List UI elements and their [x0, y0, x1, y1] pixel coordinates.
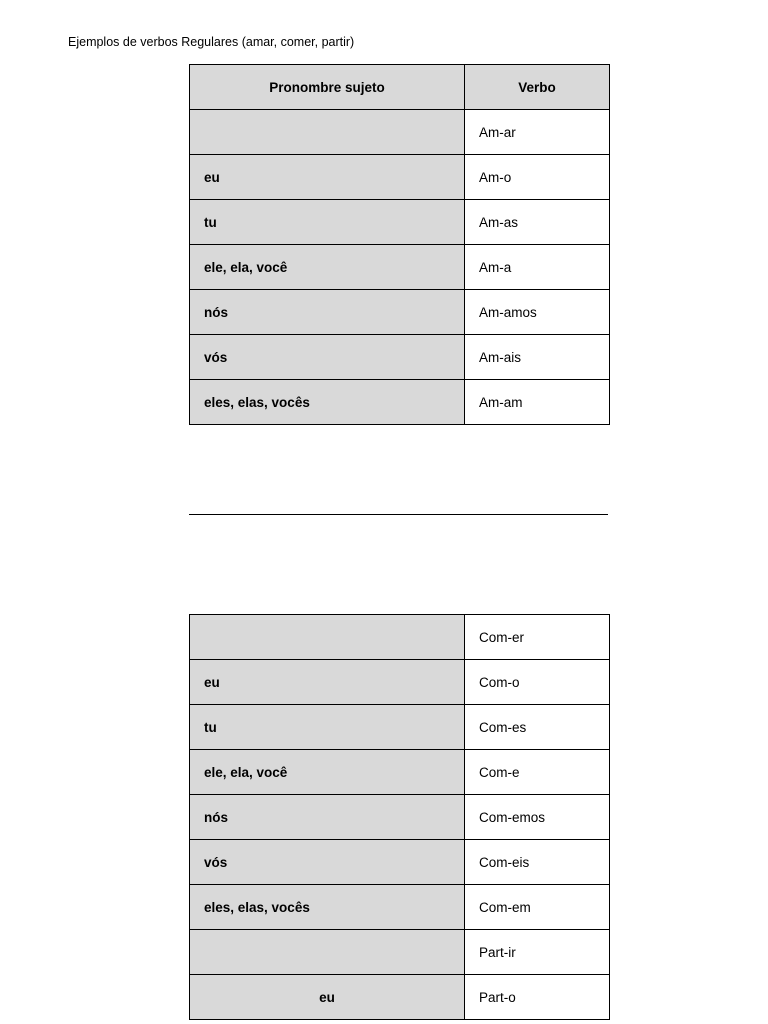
table-row: [190, 840, 610, 885]
table-row: [190, 155, 610, 200]
pronoun-cell: nós: [190, 290, 465, 335]
verb-cell: Am-amos: [465, 290, 610, 335]
pronoun-cell: eu: [190, 660, 465, 705]
table-row: [190, 930, 610, 975]
table-row: [190, 110, 610, 155]
pronoun-cell: eles, elas, vocês: [190, 380, 465, 425]
pronoun-cell: eu: [190, 155, 465, 200]
table-row: [190, 615, 610, 660]
table-header-row: [190, 65, 610, 110]
header-pronoun: Pronombre sujeto: [190, 65, 465, 110]
verb-cell: Am-a: [465, 245, 610, 290]
verb-cell: Am-o: [465, 155, 610, 200]
verb-cell: Com-emos: [465, 795, 610, 840]
pronoun-cell: ele, ela, você: [190, 245, 465, 290]
verb-cell: Com-em: [465, 885, 610, 930]
table-row: [190, 705, 610, 750]
table-row: [190, 245, 610, 290]
pronoun-cell: [190, 615, 465, 660]
pronoun-cell: [190, 930, 465, 975]
verb-cell: Com-er: [465, 615, 610, 660]
table-row: [190, 750, 610, 795]
table-row: [190, 795, 610, 840]
pronoun-cell: [190, 110, 465, 155]
verb-cell: Part-o: [465, 975, 610, 1020]
conjugation-table-amar: [189, 64, 610, 425]
verb-cell: Am-ais: [465, 335, 610, 380]
table-row: [190, 335, 610, 380]
verb-cell: Am-as: [465, 200, 610, 245]
pronoun-cell: vós: [190, 335, 465, 380]
pronoun-cell: nós: [190, 795, 465, 840]
verb-cell: Am-am: [465, 380, 610, 425]
verb-cell: Am-ar: [465, 110, 610, 155]
verb-cell: Com-es: [465, 705, 610, 750]
table-row: [190, 885, 610, 930]
table-row: [190, 660, 610, 705]
table-row: [190, 200, 610, 245]
pronoun-cell: tu: [190, 705, 465, 750]
page-heading: Ejemplos de verbos Regulares (amar, comer, partir): [68, 35, 355, 49]
pronoun-cell: tu: [190, 200, 465, 245]
horizontal-divider: [189, 514, 608, 515]
header-verb: Verbo: [465, 65, 610, 110]
pronoun-cell: eu: [190, 975, 465, 1020]
table-row: [190, 290, 610, 335]
conjugation-table-comer-partir: [189, 614, 610, 1020]
pronoun-cell: vós: [190, 840, 465, 885]
pronoun-cell: eles, elas, vocês: [190, 885, 465, 930]
verb-cell: Com-eis: [465, 840, 610, 885]
verb-cell: Com-e: [465, 750, 610, 795]
pronoun-cell: ele, ela, você: [190, 750, 465, 795]
table-row: [190, 975, 610, 1020]
verb-cell: Part-ir: [465, 930, 610, 975]
verb-cell: Com-o: [465, 660, 610, 705]
table-row: [190, 380, 610, 425]
